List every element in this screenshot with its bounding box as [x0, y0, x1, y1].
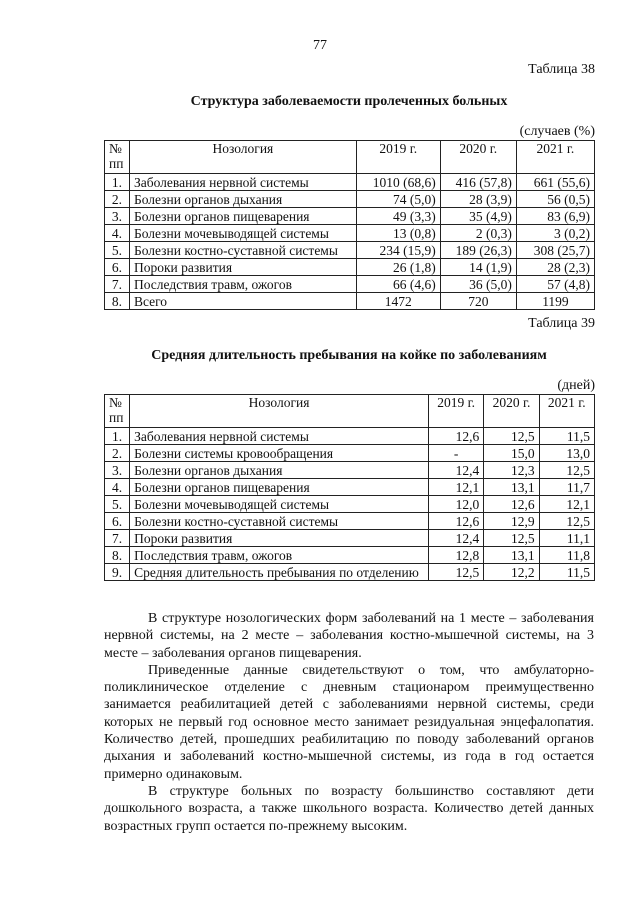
table-row: [105, 242, 595, 259]
row-value-2020: 14 (1,9): [440, 259, 516, 276]
row-nosology: Заболевания нервной системы: [130, 428, 429, 445]
row-value-2021: 11,5: [539, 564, 594, 581]
row-value-2019: -: [428, 445, 483, 462]
row-value-2021: 12,5: [539, 513, 594, 530]
row-value-2020: 35 (4,9): [440, 208, 516, 225]
row-nosology: Средняя длительность пребывания по отделению: [130, 564, 429, 581]
row-nosology: Всего: [129, 293, 356, 310]
row-value-2020: 720: [440, 293, 516, 310]
table-row: [105, 445, 595, 462]
header-nosology: Нозология: [129, 141, 356, 174]
row-value-2021: 12,1: [539, 496, 594, 513]
row-value-2020: 416 (57,8): [440, 174, 516, 191]
row-nosology: Болезни органов дыхания: [129, 191, 356, 208]
row-value-2019: 26 (1,8): [356, 259, 440, 276]
table-row: [105, 208, 595, 225]
row-number: 6.: [105, 259, 130, 276]
table39-title: Средняя длительность пребывания на койке по заболеваниям: [151, 348, 547, 363]
row-number: 3.: [105, 462, 130, 479]
table-row: [105, 513, 595, 530]
row-value-2021: 12,5: [539, 462, 594, 479]
table-row: [105, 428, 595, 445]
row-value-2019: 12,8: [428, 547, 483, 564]
row-value-2020: 28 (3,9): [440, 191, 516, 208]
paragraph: В структуре больных по возрасту большинство составляют дети дошкольного возраста, а также школьного возраста. Количество детей данных возрастных групп остается по-прежнему высоким.: [104, 783, 594, 834]
row-value-2020: 36 (5,0): [440, 276, 516, 293]
row-number: 5.: [105, 242, 130, 259]
body-text: [104, 610, 594, 835]
row-value-2021: 308 (25,7): [516, 242, 594, 259]
table-row: [105, 547, 595, 564]
row-value-2020: 12,5: [484, 530, 539, 547]
row-number: 7.: [105, 276, 130, 293]
row-nosology: Болезни органов пищеварения: [130, 479, 429, 496]
header-2019: 2019 г.: [356, 141, 440, 174]
row-nosology: Последствия травм, ожогов: [129, 276, 356, 293]
header-nosology: Нозология: [130, 395, 429, 428]
row-value-2020: 12,2: [484, 564, 539, 581]
table-row: [105, 191, 595, 208]
row-value-2021: 28 (2,3): [516, 259, 594, 276]
row-value-2020: 15,0: [484, 445, 539, 462]
row-value-2020: 13,1: [484, 547, 539, 564]
row-number: 8.: [105, 293, 130, 310]
row-value-2021: 1199: [516, 293, 594, 310]
table-row: [105, 174, 595, 191]
header-2019: 2019 г.: [428, 395, 483, 428]
table-row: [105, 462, 595, 479]
row-value-2019: 12,5: [428, 564, 483, 581]
row-number: 1.: [105, 174, 130, 191]
row-value-2019: 234 (15,9): [356, 242, 440, 259]
table39-unit: (дней): [557, 378, 595, 393]
table-row: [105, 259, 595, 276]
row-number: 2.: [105, 445, 130, 462]
table38-unit: (случаев (%): [519, 124, 595, 139]
row-value-2021: 11,5: [539, 428, 594, 445]
row-value-2021: 13,0: [539, 445, 594, 462]
header-2020: 2020 г.: [440, 141, 516, 174]
row-value-2021: 57 (4,8): [516, 276, 594, 293]
row-nosology: Болезни органов дыхания: [130, 462, 429, 479]
row-nosology: Болезни системы кровообращения: [130, 445, 429, 462]
row-value-2019: 12,1: [428, 479, 483, 496]
row-value-2019: 12,4: [428, 530, 483, 547]
table-row: [105, 276, 595, 293]
row-number: 6.: [105, 513, 130, 530]
table38-title: Структура заболеваемости пролеченных больных: [190, 94, 508, 109]
page-number: 77: [313, 38, 327, 53]
row-value-2019: 74 (5,0): [356, 191, 440, 208]
row-value-2020: 12,9: [484, 513, 539, 530]
paragraph: В структуре нозологических форм заболеваний на 1 месте – заболевания нервной системы, на 2 месте – заболевания костно-мышечной системы, на 3 месте – заболевания органов пищеварения.: [104, 611, 594, 661]
row-value-2021: 11,7: [539, 479, 594, 496]
row-number: 5.: [105, 496, 130, 513]
row-value-2021: 3 (0,2): [516, 225, 594, 242]
row-value-2019: 12,6: [428, 428, 483, 445]
header-2021: 2021 г.: [539, 395, 594, 428]
row-value-2020: 189 (26,3): [440, 242, 516, 259]
row-nosology: Заболевания нервной системы: [129, 174, 356, 191]
table-row: [105, 496, 595, 513]
row-value-2019: 12,6: [428, 513, 483, 530]
row-value-2021: 83 (6,9): [516, 208, 594, 225]
paragraph: Приведенные данные свидетельствуют о том, что амбулаторно-поликлиническое отделение с дневным стационаром преимущественно занимается реабилитацией детей с заболеваниями нервной системы, среди которых не первый год основное место занимает резидуальная энцефалопатия. Количество детей, прошедших реабилитацию по поводу заболеваний органов дыхания и заболеваний костно-мышечной системы, из года в год остается примерно одинаковым.: [104, 662, 594, 782]
row-nosology: Болезни органов пищеварения: [129, 208, 356, 225]
row-value-2019: 1010 (68,6): [356, 174, 440, 191]
header-2020: 2020 г.: [484, 395, 539, 428]
row-number: 2.: [105, 191, 130, 208]
row-value-2021: 11,8: [539, 547, 594, 564]
table-row: [105, 479, 595, 496]
row-value-2019: 12,4: [428, 462, 483, 479]
row-nosology: Болезни костно-суставной системы: [130, 513, 429, 530]
row-value-2020: 12,5: [484, 428, 539, 445]
table39: [104, 394, 595, 581]
table-row: [105, 293, 595, 310]
table-row: [105, 225, 595, 242]
row-value-2019: 13 (0,8): [356, 225, 440, 242]
row-value-2021: 11,1: [539, 530, 594, 547]
header-num: № пп: [105, 395, 130, 428]
row-value-2019: 66 (4,6): [356, 276, 440, 293]
row-value-2020: 12,6: [484, 496, 539, 513]
table38: [104, 140, 595, 310]
table-row: [105, 564, 595, 581]
row-nosology: Болезни мочевыводящей системы: [129, 225, 356, 242]
row-nosology: Пороки развития: [129, 259, 356, 276]
row-value-2019: 12,0: [428, 496, 483, 513]
row-value-2020: 12,3: [484, 462, 539, 479]
table-row: [105, 530, 595, 547]
header-num: № пп: [105, 141, 130, 174]
row-value-2021: 661 (55,6): [516, 174, 594, 191]
row-number: 4.: [105, 225, 130, 242]
row-nosology: Последствия травм, ожогов: [130, 547, 429, 564]
row-number: 4.: [105, 479, 130, 496]
row-value-2019: 49 (3,3): [356, 208, 440, 225]
table39-label: Таблица 39: [528, 316, 595, 331]
row-number: 7.: [105, 530, 130, 547]
row-value-2021: 56 (0,5): [516, 191, 594, 208]
row-nosology: Болезни костно-суставной системы: [129, 242, 356, 259]
row-nosology: Болезни мочевыводящей системы: [130, 496, 429, 513]
table38-label: Таблица 38: [528, 62, 595, 77]
row-number: 3.: [105, 208, 130, 225]
row-value-2020: 2 (0,3): [440, 225, 516, 242]
row-nosology: Пороки развития: [130, 530, 429, 547]
row-value-2020: 13,1: [484, 479, 539, 496]
row-number: 8.: [105, 547, 130, 564]
row-value-2019: 1472: [356, 293, 440, 310]
row-number: 1.: [105, 428, 130, 445]
row-number: 9.: [105, 564, 130, 581]
header-2021: 2021 г.: [516, 141, 594, 174]
